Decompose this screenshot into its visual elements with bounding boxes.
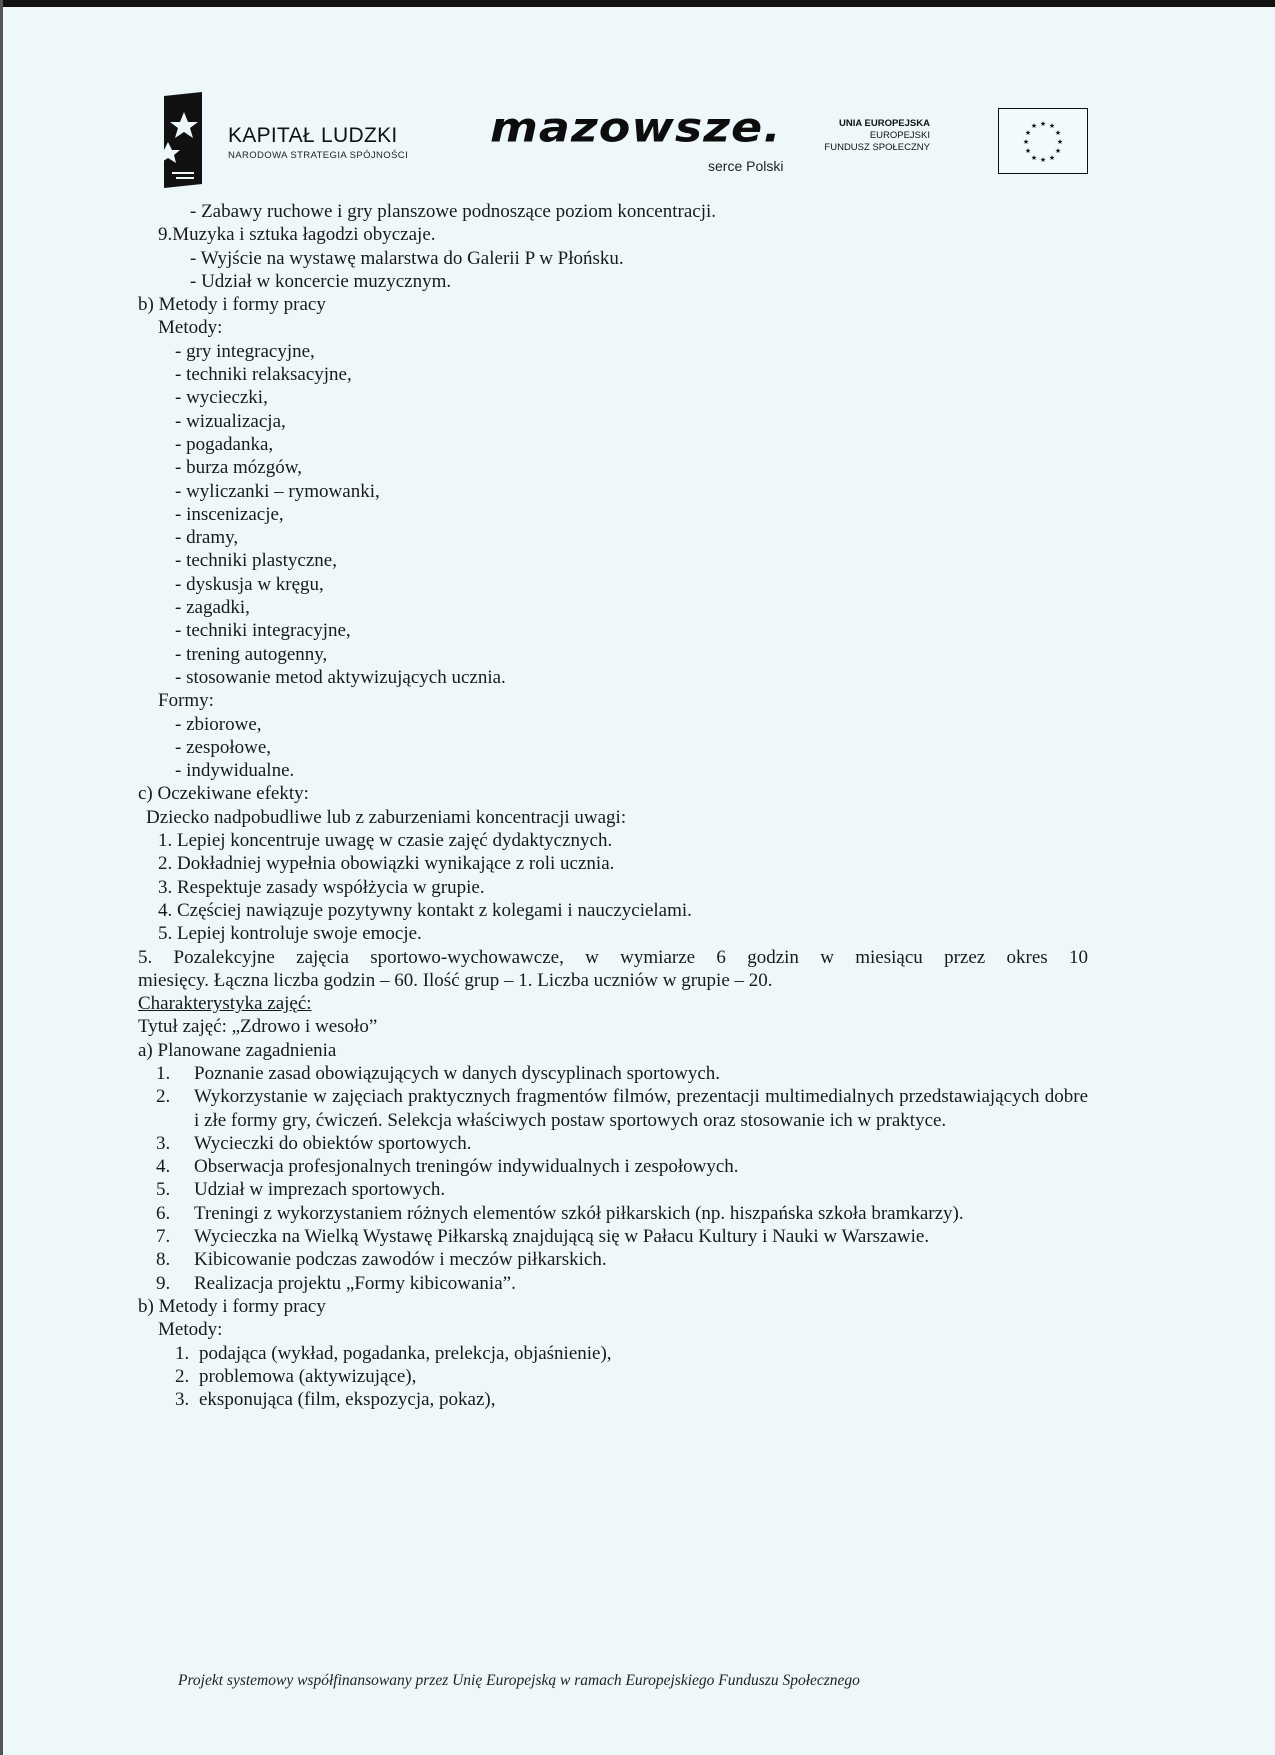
planned-item: 3. Wycieczki do obiektów sportowych.	[156, 1132, 472, 1154]
item-9-sub: - Udział w koncercie muzycznym.	[190, 270, 452, 292]
planned-item: 4. Obserwacja profesjonalnych treningów indywidualnych i zespołowych.	[156, 1156, 739, 1178]
method-item: - stosowanie metod aktywizujących ucznia.	[175, 666, 506, 688]
svg-text:★: ★	[1039, 120, 1047, 128]
form-item: - indywidualne.	[175, 760, 295, 782]
planned-item: 9. Realizacja projektu „Formy kibicowania”.	[156, 1272, 516, 1294]
method-item: - dramy,	[175, 527, 239, 549]
svg-text:★: ★	[1048, 154, 1056, 162]
svg-text:★: ★	[1048, 122, 1056, 130]
planned-topics-heading: a) Planowane zagadnienia	[138, 1039, 337, 1061]
methods-label-2: Metody:	[158, 1319, 223, 1341]
planned-item: 7. Wycieczka na Wielką Wystawę Piłkarską znajdującą się w Pałacu Kultury i Nauki w Warszawie.	[156, 1226, 930, 1248]
svg-text:★: ★	[1030, 154, 1038, 162]
effect-item: 1. Lepiej koncentruje uwagę w czasie zajęć dydaktycznych.	[158, 830, 613, 852]
methods-list	[138, 340, 1088, 689]
method-item: - techniki plastyczne,	[175, 550, 337, 572]
methods-label: Metody:	[158, 317, 223, 339]
method-item: - wycieczki,	[175, 387, 268, 409]
svg-text:★: ★	[1024, 129, 1032, 137]
eu-line2: EUROPEJSKI	[869, 130, 930, 141]
svg-text:★: ★	[1039, 156, 1047, 164]
method-item-2: 2. problemowa (aktywizujące),	[175, 1365, 417, 1387]
method-item: - pogadanka,	[175, 433, 274, 455]
methods-heading: b) Metody i formy pracy	[138, 294, 326, 316]
document-header	[150, 90, 1090, 190]
method-item: - trening autogenny,	[175, 643, 328, 665]
form-item: - zespołowe,	[175, 736, 272, 758]
mazowsze-wordmark: mazowsze.	[490, 102, 782, 152]
planned-item: 2. Wykorzystanie w zajęciach praktycznych fragmentów filmów, prezentacji multimedialnych przedstawiających dobre i złe formy gry, ćwiczeń. Selekcja właściwych postaw sportowych oraz stosowanie ich w praktyce.	[156, 1086, 1088, 1131]
planned-item: 1. Poznanie zasad obowiązujących w danych dyscyplinach sportowych.	[156, 1062, 721, 1084]
eu-line1: UNIA EUROPEJSKA	[839, 118, 930, 129]
effect-item: 3. Respektuje zasady współżycia w grupie.	[158, 876, 485, 898]
method-item: - gry integracyjne,	[175, 340, 315, 362]
item-9: 9.Muzyka i sztuka łagodzi obyczaje.	[158, 224, 436, 246]
kapital-ludzki-title: KAPITAŁ LUDZKI	[228, 124, 398, 147]
method-item: - wyliczanki – rymowanki,	[175, 480, 380, 502]
method-item: - zagadki,	[175, 597, 250, 619]
method-item: - dyskusja w kręgu,	[175, 573, 324, 595]
kapital-ludzki-text	[228, 124, 408, 161]
method-item: - wizualizacja,	[175, 410, 286, 432]
form-item: - zbiorowe,	[175, 713, 262, 735]
planned-item: 5. Udział w imprezach sportowych.	[156, 1179, 446, 1201]
planned-topics-list	[138, 1062, 1088, 1295]
item-9-sub: - Wyjście na wystawę malarstwa do Galerii P w Płońsku.	[190, 247, 624, 269]
method-item: - burza mózgów,	[175, 457, 302, 479]
svg-text:★: ★	[1056, 138, 1064, 146]
kapital-ludzki-logo-icon	[158, 92, 204, 188]
forms-label: Formy:	[158, 690, 214, 712]
effect-item: 4. Częściej nawiązuje pozytywny kontakt z kolegami i nauczycielami.	[158, 899, 692, 921]
eu-text	[760, 118, 930, 154]
method-item-2: 3. eksponująca (film, ekspozycja, pokaz),	[175, 1389, 496, 1411]
mazowsze-logo	[490, 100, 784, 174]
kapital-ludzki-subtitle: NARODOWA STRATEGIA SPÓJNOŚCI	[228, 150, 409, 161]
effect-item: 2. Dokładniej wypełnia obowiązki wynikające z roli ucznia.	[158, 853, 615, 875]
method-item: - techniki integracyjne,	[175, 620, 351, 642]
method-item-2: 1. podająca (wykład, pogadanka, prelekcja, objaśnienie),	[175, 1342, 612, 1364]
activity-line: - Zabawy ruchowe i gry planszowe podnoszące poziom koncentracji.	[190, 201, 716, 222]
svg-text:★: ★	[1024, 147, 1032, 155]
planned-item: 8. Kibicowanie podczas zawodów i meczów piłkarskich.	[156, 1249, 607, 1271]
effects-heading: c) Oczekiwane efekty:	[138, 783, 309, 805]
method-item: - techniki relaksacyjne,	[175, 364, 352, 386]
document-body	[138, 200, 1088, 1411]
activity-title: Tytuł zajęć: „Zdrowo i wesoło”	[138, 1016, 378, 1038]
footer-funding-note: Projekt systemowy współfinansowany przez Unię Europejską w ramach Europejskiego Funduszu Społecznego	[178, 1672, 860, 1689]
planned-item: 6. Treningi z wykorzystaniem różnych elementów szkół piłkarskich (np. hiszpańska szkoła bramkarzy).	[156, 1202, 964, 1224]
eu-flag-icon	[998, 108, 1088, 174]
section5-paragraph-line2: miesięcy. Łączna liczba godzin – 60. Ilość grup – 1. Liczba uczniów w grupie – 20.	[138, 969, 773, 991]
svg-text:★: ★	[1030, 122, 1038, 130]
section5-paragraph-line1: 5. Pozalekcyjne zajęcia sportowo-wychowawcze, w wymiarze 6 godzin w miesiącu przez okres 10	[138, 946, 1088, 968]
svg-text:★: ★	[1054, 129, 1062, 137]
mazowsze-tagline: serce Polski	[708, 158, 784, 174]
effects-intro: Dziecko nadpobudliwe lub z zaburzeniami koncentracji uwagi:	[146, 806, 627, 828]
scan-left-edge	[0, 0, 3, 1755]
effect-item: 5. Lepiej kontroluje swoje emocje.	[158, 923, 422, 945]
svg-text:★: ★	[1054, 147, 1062, 155]
characteristics-heading: Charakterystyka zajęć:	[138, 993, 312, 1015]
svg-text:★: ★	[1022, 138, 1030, 146]
methods-list-2	[138, 1342, 1088, 1412]
scan-top-border	[0, 0, 1275, 7]
eu-line3: FUNDUSZ SPOŁECZNY	[824, 142, 930, 153]
method-item: - inscenizacje,	[175, 503, 284, 525]
methods-forms-heading-2: b) Metody i formy pracy	[138, 1295, 326, 1317]
